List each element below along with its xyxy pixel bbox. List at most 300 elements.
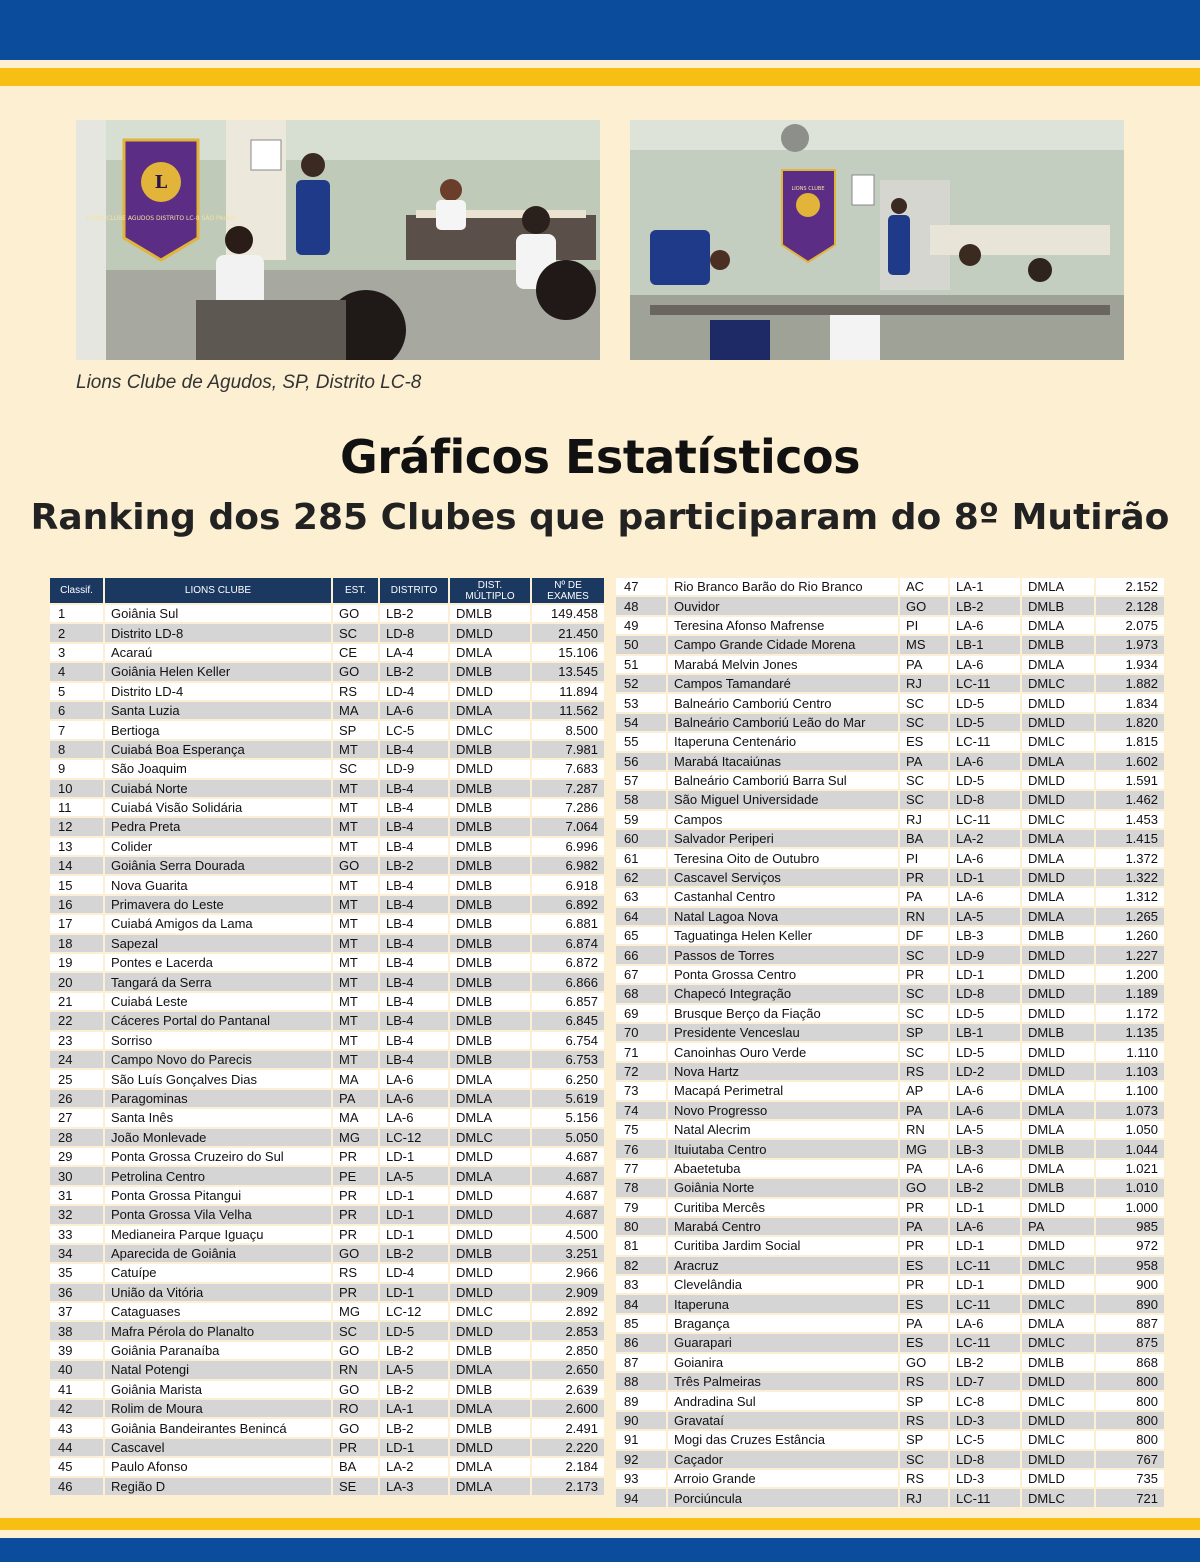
multiple-district-cell: DMLD [450, 760, 530, 777]
club-name-cell: Marabá Itacaiúnas [668, 753, 898, 770]
exams-count-cell: 800 [1096, 1412, 1164, 1429]
state-cell: MG [333, 1129, 378, 1146]
table-row [616, 694, 1164, 711]
club-name-cell: Cuiabá Visão Solidária [105, 799, 331, 816]
rank-cell: 33 [50, 1226, 103, 1243]
table-row [616, 908, 1164, 925]
state-cell: MT [333, 993, 378, 1010]
rank-cell: 23 [50, 1032, 103, 1049]
district-cell: LA-6 [950, 753, 1020, 770]
multiple-district-cell: DMLD [1022, 1043, 1094, 1060]
district-cell: LD-1 [950, 1199, 1020, 1216]
exams-count-cell: 6.881 [532, 915, 604, 932]
club-name-cell: Petrolina Centro [105, 1167, 331, 1184]
table-row [50, 1303, 604, 1320]
state-cell: GO [333, 1245, 378, 1262]
state-cell: SC [900, 985, 948, 1002]
rank-cell: 78 [616, 1179, 666, 1196]
rank-cell: 9 [50, 760, 103, 777]
page-subtitle: Ranking dos 285 Clubes que participaram do 8º Mutirão [30, 497, 1170, 538]
rank-cell: 63 [616, 888, 666, 905]
state-cell: GO [900, 597, 948, 614]
table-row [50, 1264, 604, 1281]
club-name-cell: Balneário Camboriú Leão do Mar [668, 714, 898, 731]
rank-cell: 69 [616, 1005, 666, 1022]
table-row [50, 915, 604, 932]
state-cell: MT [333, 1032, 378, 1049]
multiple-district-cell: DMLB [450, 1032, 530, 1049]
district-cell: LA-6 [950, 617, 1020, 634]
bottom-blue-band [0, 1538, 1200, 1562]
table-row [616, 1237, 1164, 1254]
rank-cell: 1 [50, 605, 103, 622]
multiple-district-cell: DMLA [1022, 1121, 1094, 1138]
multiple-district-cell: DMLA [450, 1361, 530, 1378]
district-cell: LA-5 [950, 1121, 1020, 1138]
club-name-cell: Campo Grande Cidade Morena [668, 636, 898, 653]
rank-cell: 60 [616, 830, 666, 847]
exams-count-cell: 1.189 [1096, 985, 1164, 1002]
ranking-table-left [48, 576, 606, 1497]
district-cell: LD-1 [380, 1148, 448, 1165]
rank-cell: 5 [50, 683, 103, 700]
exams-count-cell: 2.650 [532, 1361, 604, 1378]
district-cell: LD-4 [380, 683, 448, 700]
rank-cell: 91 [616, 1431, 666, 1448]
club-name-cell: Ituiutaba Centro [668, 1140, 898, 1157]
district-cell: LB-2 [380, 663, 448, 680]
exams-count-cell: 958 [1096, 1257, 1164, 1274]
table-row [616, 1392, 1164, 1409]
state-cell: MT [333, 838, 378, 855]
district-cell: LC-11 [950, 811, 1020, 828]
exams-count-cell: 2.909 [532, 1284, 604, 1301]
club-name-cell: Campo Novo do Parecis [105, 1051, 331, 1068]
district-cell: LC-11 [950, 1295, 1020, 1312]
multiple-district-cell: DMLD [1022, 946, 1094, 963]
table-row [616, 1199, 1164, 1216]
rank-cell: 30 [50, 1167, 103, 1184]
table-row [616, 927, 1164, 944]
district-cell: LA-2 [950, 830, 1020, 847]
table-row [616, 753, 1164, 770]
exams-count-cell: 2.184 [532, 1458, 604, 1475]
multiple-district-cell: DMLC [1022, 1334, 1094, 1351]
multiple-district-cell: DMLB [1022, 1354, 1094, 1371]
rank-cell: 66 [616, 946, 666, 963]
rank-cell: 93 [616, 1470, 666, 1487]
exams-count-cell: 735 [1096, 1470, 1164, 1487]
ranking-table-right [614, 576, 1166, 1509]
district-cell: LB-2 [380, 857, 448, 874]
exams-count-cell: 7.683 [532, 760, 604, 777]
rank-cell: 8 [50, 741, 103, 758]
table-row [50, 1322, 604, 1339]
rank-cell: 2 [50, 624, 103, 641]
exams-count-cell: 6.892 [532, 896, 604, 913]
table-row [50, 1148, 604, 1165]
exams-count-cell: 7.981 [532, 741, 604, 758]
state-cell: ES [900, 1257, 948, 1274]
rank-cell: 80 [616, 1218, 666, 1235]
club-name-cell: Ponta Grossa Vila Velha [105, 1206, 331, 1223]
rank-cell: 10 [50, 780, 103, 797]
club-name-cell: Mogi das Cruzes Estância [668, 1431, 898, 1448]
rank-cell: 44 [50, 1439, 103, 1456]
multiple-district-cell: DMLB [450, 741, 530, 758]
rank-cell: 29 [50, 1148, 103, 1165]
exams-count-cell: 1.010 [1096, 1179, 1164, 1196]
table-row [616, 1295, 1164, 1312]
district-cell: LA-5 [380, 1361, 448, 1378]
multiple-district-cell: DMLB [450, 857, 530, 874]
club-name-cell: João Monlevade [105, 1129, 331, 1146]
club-name-cell: Ponta Grossa Centro [668, 966, 898, 983]
state-cell: DF [900, 927, 948, 944]
district-cell: LB-2 [950, 1179, 1020, 1196]
state-cell: RN [333, 1361, 378, 1378]
multiple-district-cell: DMLA [450, 1070, 530, 1087]
table-row [50, 683, 604, 700]
rank-cell: 47 [616, 578, 666, 595]
rank-cell: 51 [616, 656, 666, 673]
rank-cell: 7 [50, 721, 103, 738]
multiple-district-cell: DMLA [1022, 1082, 1094, 1099]
district-cell: LD-1 [380, 1206, 448, 1223]
multiple-district-cell: DMLD [450, 1187, 530, 1204]
club-name-cell: Brusque Berço da Fiação [668, 1005, 898, 1022]
state-cell: RS [900, 1470, 948, 1487]
table-row [616, 617, 1164, 634]
district-cell: LD-1 [950, 869, 1020, 886]
state-cell: MA [333, 702, 378, 719]
state-cell: RO [333, 1400, 378, 1417]
exams-count-cell: 1.602 [1096, 753, 1164, 770]
multiple-district-cell: DMLD [1022, 869, 1094, 886]
exams-count-cell: 2.892 [532, 1303, 604, 1320]
header-exams-line2: EXAMES [547, 590, 589, 602]
rank-cell: 20 [50, 973, 103, 990]
district-cell: LB-2 [380, 1381, 448, 1398]
multiple-district-cell: DMLB [450, 973, 530, 990]
rank-cell: 79 [616, 1199, 666, 1216]
club-name-cell: Bragança [668, 1315, 898, 1332]
district-cell: LB-3 [950, 1140, 1020, 1157]
rank-cell: 75 [616, 1121, 666, 1138]
multiple-district-cell: DMLB [450, 993, 530, 1010]
multiple-district-cell: DMLB [450, 1051, 530, 1068]
table-row [50, 1342, 604, 1359]
exams-count-cell: 6.754 [532, 1032, 604, 1049]
multiple-district-cell: DMLB [450, 1419, 530, 1436]
exams-count-cell: 767 [1096, 1451, 1164, 1468]
state-cell: PR [333, 1187, 378, 1204]
club-name-cell: Salvador Periperi [668, 830, 898, 847]
table-row [50, 721, 604, 738]
multiple-district-cell: DMLB [450, 935, 530, 952]
rank-cell: 90 [616, 1412, 666, 1429]
multiple-district-cell: DMLB [450, 896, 530, 913]
rank-cell: 88 [616, 1373, 666, 1390]
table-row [616, 811, 1164, 828]
district-cell: LB-4 [380, 838, 448, 855]
club-name-cell: Rolim de Moura [105, 1400, 331, 1417]
state-cell: MT [333, 799, 378, 816]
table-row [50, 624, 604, 641]
state-cell: PI [900, 617, 948, 634]
table-row [616, 946, 1164, 963]
district-cell: LA-6 [950, 1160, 1020, 1177]
table-row [616, 1315, 1164, 1332]
state-cell: BA [333, 1458, 378, 1475]
district-cell: LB-2 [380, 605, 448, 622]
club-name-cell: Santa Inês [105, 1109, 331, 1126]
exams-count-cell: 900 [1096, 1276, 1164, 1293]
club-name-cell: Goiânia Marista [105, 1381, 331, 1398]
club-name-cell: Pedra Preta [105, 818, 331, 835]
club-name-cell: Cuiabá Amigos da Lama [105, 915, 331, 932]
district-cell: LB-1 [950, 1024, 1020, 1041]
rank-cell: 62 [616, 869, 666, 886]
club-name-cell: Colider [105, 838, 331, 855]
state-cell: MT [333, 973, 378, 990]
table-row [616, 1489, 1164, 1506]
multiple-district-cell: DMLB [450, 1381, 530, 1398]
district-cell: LD-1 [950, 966, 1020, 983]
table-row [50, 799, 604, 816]
rank-cell: 53 [616, 694, 666, 711]
club-name-cell: Sorriso [105, 1032, 331, 1049]
table-row [616, 791, 1164, 808]
district-cell: LB-4 [380, 954, 448, 971]
district-cell: LA-3 [380, 1478, 448, 1495]
exams-count-cell: 1.265 [1096, 908, 1164, 925]
table-row [50, 1361, 604, 1378]
table-row [616, 1005, 1164, 1022]
state-cell: MT [333, 935, 378, 952]
club-name-cell: Cuiabá Norte [105, 780, 331, 797]
page-title: Gráficos Estatísticos [339, 430, 860, 484]
photo-caption: Lions Clube de Agudos, SP, Distrito LC-8 [76, 372, 422, 393]
club-name-cell: Goianira [668, 1354, 898, 1371]
exams-count-cell: 2.853 [532, 1322, 604, 1339]
exams-count-cell: 1.073 [1096, 1102, 1164, 1119]
state-cell: RS [333, 683, 378, 700]
state-cell: MT [333, 741, 378, 758]
exams-count-cell: 2.639 [532, 1381, 604, 1398]
rank-cell: 74 [616, 1102, 666, 1119]
top-yellow-band [0, 68, 1200, 86]
rank-cell: 94 [616, 1489, 666, 1506]
table-row [616, 714, 1164, 731]
rank-cell: 61 [616, 849, 666, 866]
exams-count-cell: 6.250 [532, 1070, 604, 1087]
state-cell: MT [333, 818, 378, 835]
multiple-district-cell: DMLD [450, 1439, 530, 1456]
multiple-district-cell: DMLA [450, 702, 530, 719]
multiple-district-cell: DMLD [450, 624, 530, 641]
district-cell: LB-4 [380, 799, 448, 816]
state-cell: PR [333, 1206, 378, 1223]
multiple-district-cell: DMLD [450, 1206, 530, 1223]
exams-count-cell: 887 [1096, 1315, 1164, 1332]
rank-cell: 26 [50, 1090, 103, 1107]
multiple-district-cell: DMLC [1022, 675, 1094, 692]
photo-right-banner-text: LIONS CLUBE [791, 186, 825, 192]
club-name-cell: Taguatinga Helen Keller [668, 927, 898, 944]
multiple-district-cell: DMLD [1022, 1199, 1094, 1216]
district-cell: LD-5 [950, 1005, 1020, 1022]
svg-text:L: L [154, 172, 168, 193]
exams-count-cell: 868 [1096, 1354, 1164, 1371]
rank-cell: 71 [616, 1043, 666, 1060]
state-cell: SC [900, 791, 948, 808]
district-cell: LA-6 [380, 1070, 448, 1087]
rank-cell: 42 [50, 1400, 103, 1417]
exams-count-cell: 1.882 [1096, 675, 1164, 692]
rank-cell: 35 [50, 1264, 103, 1281]
club-name-cell: Itaperuna [668, 1295, 898, 1312]
district-cell: LB-4 [380, 780, 448, 797]
table-row [616, 656, 1164, 673]
club-name-cell: Natal Lagoa Nova [668, 908, 898, 925]
district-cell: LA-6 [950, 1102, 1020, 1119]
exams-count-cell: 1.110 [1096, 1043, 1164, 1060]
rank-cell: 54 [616, 714, 666, 731]
club-name-cell: Cataguases [105, 1303, 331, 1320]
state-cell: MT [333, 915, 378, 932]
state-cell: SC [900, 1043, 948, 1060]
table-row [616, 1276, 1164, 1293]
state-cell: SP [333, 721, 378, 738]
state-cell: SP [900, 1431, 948, 1448]
club-name-cell: Sapezal [105, 935, 331, 952]
exams-count-cell: 1.135 [1096, 1024, 1164, 1041]
club-name-cell: Santa Luzia [105, 702, 331, 719]
state-cell: PR [333, 1148, 378, 1165]
exams-count-cell: 4.687 [532, 1187, 604, 1204]
multiple-district-cell: DMLA [1022, 656, 1094, 673]
district-cell: LC-11 [950, 733, 1020, 750]
exams-count-cell: 2.220 [532, 1439, 604, 1456]
exams-count-cell: 4.687 [532, 1206, 604, 1223]
rank-cell: 70 [616, 1024, 666, 1041]
club-name-cell: Porciúncula [668, 1489, 898, 1506]
club-name-cell: Paragominas [105, 1090, 331, 1107]
club-name-cell: Natal Alecrim [668, 1121, 898, 1138]
multiple-district-cell: DMLC [1022, 1431, 1094, 1448]
ranking-table-left-container [48, 576, 598, 1497]
state-cell: PA [900, 1102, 948, 1119]
rank-cell: 19 [50, 954, 103, 971]
table-row [50, 1226, 604, 1243]
club-name-cell: Guarapari [668, 1334, 898, 1351]
club-name-cell: Medianeira Parque Iguaçu [105, 1226, 331, 1243]
exams-count-cell: 1.453 [1096, 811, 1164, 828]
multiple-district-cell: DMLA [1022, 908, 1094, 925]
rank-cell: 92 [616, 1451, 666, 1468]
multiple-district-cell: PA [1022, 1218, 1094, 1235]
exams-count-cell: 21.450 [532, 624, 604, 641]
table-row [50, 605, 604, 622]
club-name-cell: São Luís Gonçalves Dias [105, 1070, 331, 1087]
multiple-district-cell: DMLC [1022, 1257, 1094, 1274]
table-row [616, 1140, 1164, 1157]
district-cell: LC-12 [380, 1303, 448, 1320]
exams-count-cell: 1.260 [1096, 927, 1164, 944]
exams-count-cell: 11.562 [532, 702, 604, 719]
table-row [616, 1043, 1164, 1060]
club-name-cell: Região D [105, 1478, 331, 1495]
multiple-district-cell: DMLC [450, 721, 530, 738]
table-row [50, 993, 604, 1010]
rank-cell: 73 [616, 1082, 666, 1099]
district-cell: LD-5 [950, 1043, 1020, 1060]
state-cell: MT [333, 780, 378, 797]
exams-count-cell: 6.996 [532, 838, 604, 855]
multiple-district-cell: DMLB [450, 1342, 530, 1359]
district-cell: LB-4 [380, 993, 448, 1010]
exams-count-cell: 6.918 [532, 876, 604, 893]
rank-cell: 39 [50, 1342, 103, 1359]
multiple-district-cell: DMLC [1022, 733, 1094, 750]
rank-cell: 25 [50, 1070, 103, 1087]
header-state: EST. [333, 578, 378, 603]
table-row [616, 830, 1164, 847]
district-cell: LB-4 [380, 818, 448, 835]
table-row [616, 578, 1164, 595]
rank-cell: 16 [50, 896, 103, 913]
header-multiple-line1: DIST. [477, 579, 503, 591]
club-name-cell: Nova Guarita [105, 876, 331, 893]
state-cell: PA [333, 1090, 378, 1107]
exams-count-cell: 1.820 [1096, 714, 1164, 731]
table-row [50, 1400, 604, 1417]
multiple-district-cell: DMLA [1022, 1102, 1094, 1119]
rank-cell: 46 [50, 1478, 103, 1495]
multiple-district-cell: DMLD [1022, 1470, 1094, 1487]
state-cell: GO [333, 1342, 378, 1359]
rank-cell: 18 [50, 935, 103, 952]
state-cell: RS [900, 1412, 948, 1429]
exams-count-cell: 1.200 [1096, 966, 1164, 983]
district-cell: LA-6 [950, 849, 1020, 866]
exams-count-cell: 5.619 [532, 1090, 604, 1107]
district-cell: LB-4 [380, 1012, 448, 1029]
state-cell: SC [900, 772, 948, 789]
district-cell: LB-4 [380, 973, 448, 990]
multiple-district-cell: DMLD [450, 1322, 530, 1339]
club-name-cell: São Joaquim [105, 760, 331, 777]
classroom-illustration-right [630, 120, 1124, 360]
multiple-district-cell: DMLB [1022, 636, 1094, 653]
state-cell: AP [900, 1082, 948, 1099]
rank-cell: 34 [50, 1245, 103, 1262]
table-row [616, 1082, 1164, 1099]
club-name-cell: Gravataí [668, 1412, 898, 1429]
table-row [50, 702, 604, 719]
multiple-district-cell: DMLC [1022, 1295, 1094, 1312]
club-name-cell: Teresina Oito de Outubro [668, 849, 898, 866]
exams-count-cell: 7.064 [532, 818, 604, 835]
district-cell: LA-6 [950, 656, 1020, 673]
exams-count-cell: 1.000 [1096, 1199, 1164, 1216]
state-cell: PR [900, 1237, 948, 1254]
district-cell: LB-4 [380, 896, 448, 913]
state-cell: GO [333, 605, 378, 622]
club-name-cell: Arroio Grande [668, 1470, 898, 1487]
district-cell: LA-6 [950, 888, 1020, 905]
